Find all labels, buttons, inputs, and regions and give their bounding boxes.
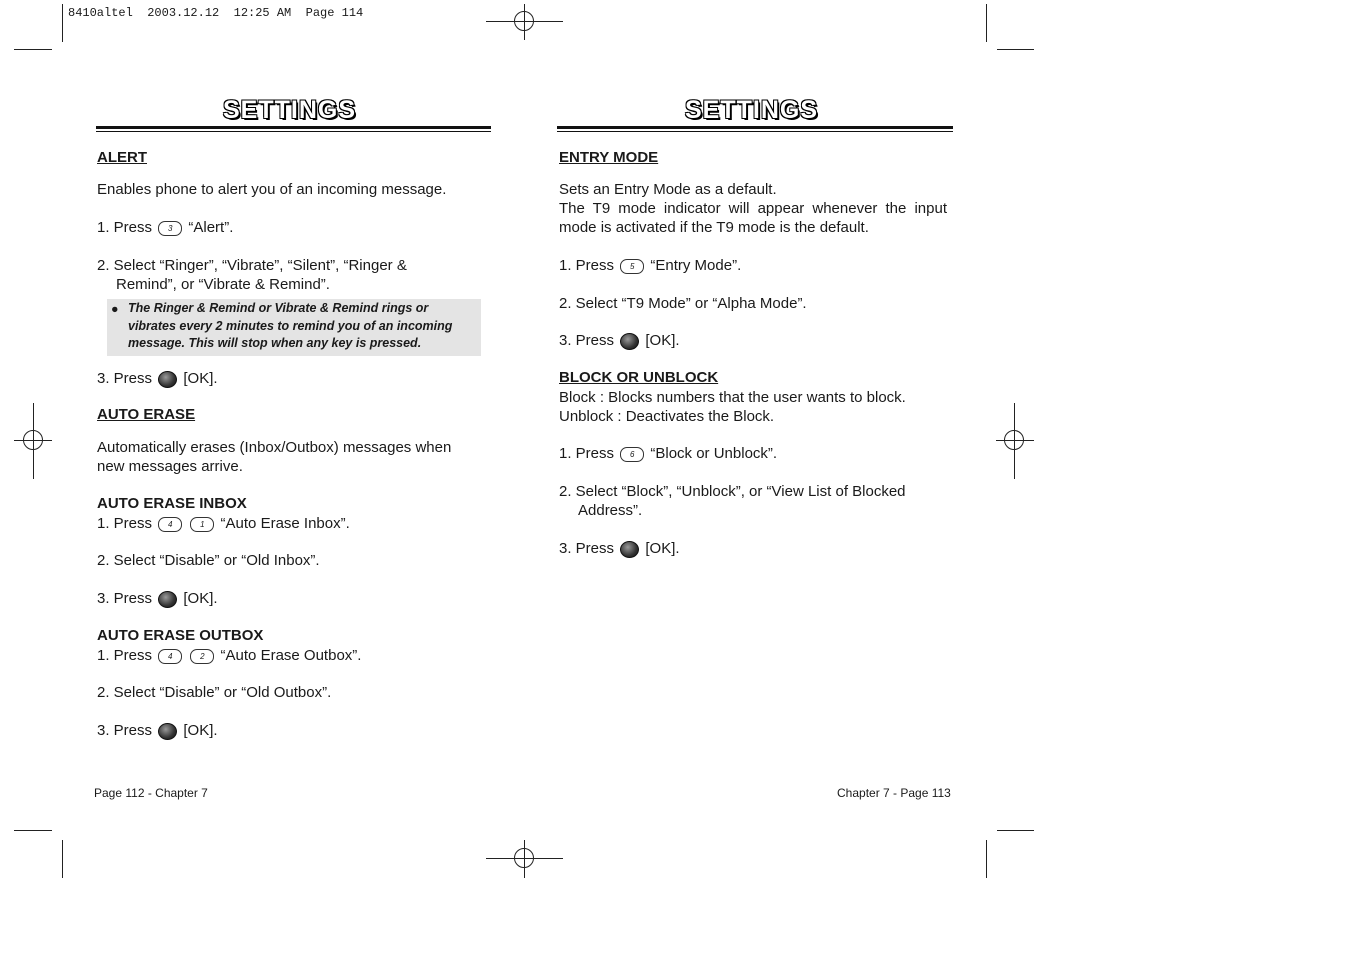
outbox-step-1: 1. Press 4 2 “Auto Erase Outbox”. [97,647,362,664]
keypad-key-icon: 2 [190,649,214,664]
ok-button-icon [620,541,639,558]
ok-button-icon [620,333,639,350]
title-rule [96,131,491,132]
auto-erase-description: Automatically erases (Inbox/Outbox) messages when [97,439,452,456]
block-step-1: 1. Press 6 “Block or Unblock”. [559,445,778,462]
alert-step-2-cont: Remind”, or “Vibrate & Remind”. [116,276,330,293]
ok-button-icon [158,591,177,608]
registration-circle [1004,430,1024,450]
auto-erase-description-cont: new messages arrive. [97,458,243,475]
crop-mark [62,840,63,878]
print-slug: 8410altel 2003.12.12 12:25 AM Page 114 [68,6,364,20]
crop-mark [62,4,63,42]
entry-step-3: 3. Press [OK]. [559,332,680,349]
inbox-step-2: 2. Select “Disable” or “Old Inbox”. [97,552,320,569]
registration-circle [23,430,43,450]
entry-step-2: 2. Select “T9 Mode” or “Alpha Mode”. [559,295,807,312]
inbox-step-1: 1. Press 4 1 “Auto Erase Inbox”. [97,515,350,532]
inbox-step-3: 3. Press [OK]. [97,590,218,607]
registration-circle [514,848,534,868]
entry-mode-description: mode is activated if the T9 mode is the default. [559,219,869,236]
auto-erase-outbox-heading: AUTO ERASE OUTBOX [97,627,264,644]
alert-heading: ALERT [97,149,147,166]
alert-description: Enables phone to alert you of an incoming message. [97,181,447,198]
auto-erase-inbox-heading: AUTO ERASE INBOX [97,495,247,512]
left-page-footer: Page 112 - Chapter 7 [94,786,208,800]
keypad-key-icon: 4 [158,649,182,664]
entry-mode-heading: ENTRY MODE [559,149,659,166]
keypad-key-icon: 1 [190,517,214,532]
outbox-step-3: 3. Press [OK]. [97,722,218,739]
ok-button-icon [158,723,177,740]
entry-step-1: 1. Press 5 “Entry Mode”. [559,257,742,274]
crop-mark [986,4,987,42]
title-rule [557,131,953,132]
title-rule [96,126,491,129]
note-line: vibrates every 2 minutes to remind you of an incoming [128,319,453,333]
crop-mark [997,49,1034,50]
right-page-title: SETTINGS [685,96,819,124]
keypad-key-icon: 5 [620,259,644,274]
entry-mode-description: The T9 mode indicator will appear whenever the input [559,200,947,217]
title-rule [557,126,953,129]
block-heading: BLOCK OR UNBLOCK [559,369,719,386]
crop-mark [14,830,52,831]
alert-step-1: 1. Press 3 “Alert”. [97,219,234,236]
block-description: Block : Blocks numbers that the user wants to block. [559,389,906,406]
right-page-footer: Chapter 7 - Page 113 [837,786,951,800]
crop-mark [14,49,52,50]
ok-button-icon [158,371,177,388]
crop-mark [997,830,1034,831]
note-box [107,299,481,356]
keypad-key-icon: 3 [158,221,182,236]
entry-mode-description: Sets an Entry Mode as a default. [559,181,777,198]
block-step-3: 3. Press [OK]. [559,540,680,557]
left-page-title: SETTINGS [223,96,357,124]
note-line: message. This will stop when any key is pressed. [128,336,422,350]
outbox-step-2: 2. Select “Disable” or “Old Outbox”. [97,684,332,701]
registration-circle [514,11,534,31]
block-step-2-cont: Address”. [578,502,643,519]
auto-erase-heading: AUTO ERASE [97,406,196,423]
keypad-key-icon: 6 [620,447,644,462]
alert-step-3: 3. Press [OK]. [97,370,218,387]
alert-step-2: 2. Select “Ringer”, “Vibrate”, “Silent”, “Ringer & [97,257,407,274]
crop-mark [986,840,987,878]
note-line: The Ringer & Remind or Vibrate & Remind rings or [128,301,429,315]
unblock-description: Unblock : Deactivates the Block. [559,408,775,425]
keypad-key-icon: 4 [158,517,182,532]
bullet-icon: ● [111,302,119,316]
block-step-2: 2. Select “Block”, “Unblock”, or “View List of Blocked [559,483,906,500]
